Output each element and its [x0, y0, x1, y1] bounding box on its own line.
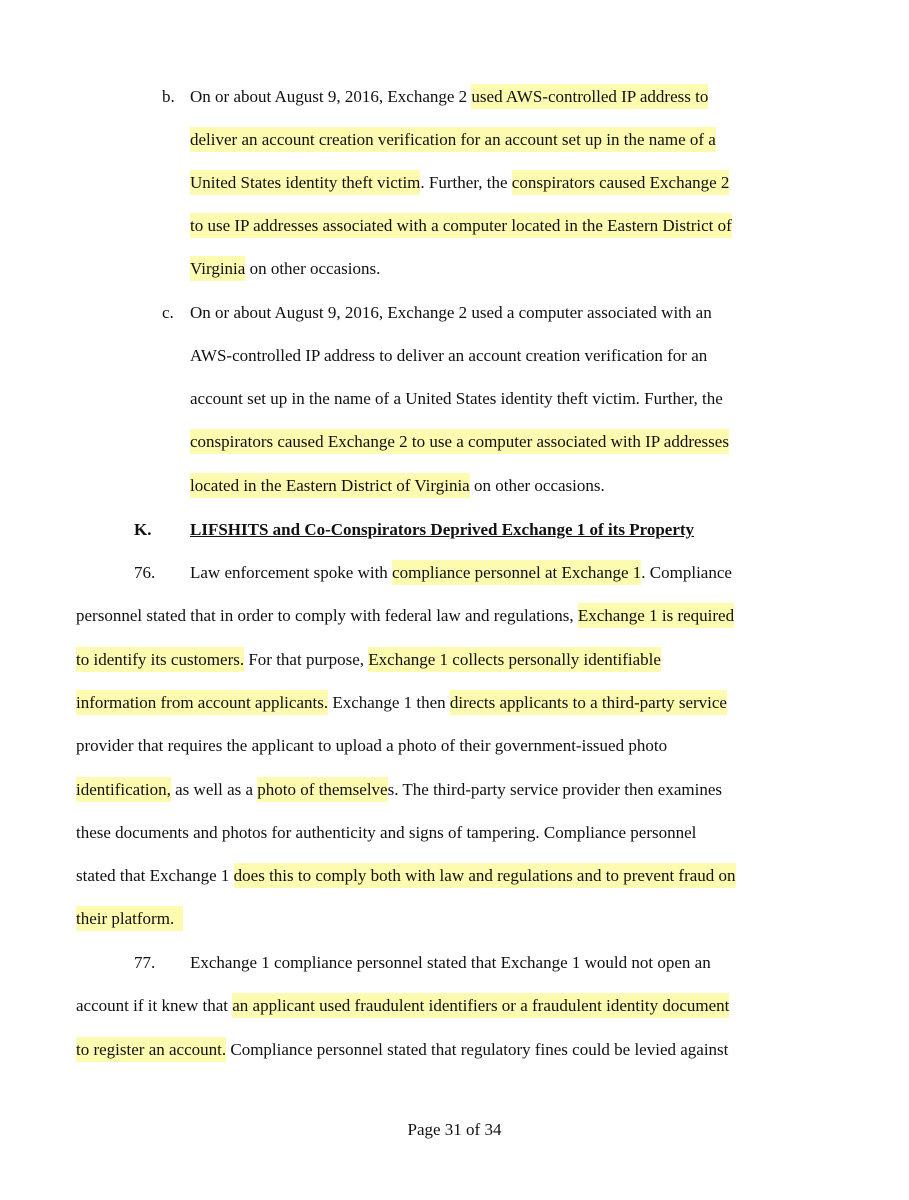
para-76-line-4	[76, 691, 727, 715]
highlight: to register an account.	[76, 1037, 226, 1062]
text-run: Exchange 1 compliance personnel stated that Exchange 1 would not open an	[190, 953, 711, 972]
item-c-line-3	[190, 387, 723, 411]
para-76-line-7	[76, 821, 696, 845]
highlight: Virginia	[190, 256, 245, 281]
highlight: deliver an account creation verification for an account set up in the name of a	[190, 127, 716, 152]
text-run: account set up in the name of a United States identity theft victim. Further, the	[190, 389, 723, 408]
item-b-line-3	[190, 171, 729, 195]
text-run: as well as a	[170, 780, 258, 799]
item-b-line-4	[190, 214, 732, 238]
highlight: their platform.	[76, 906, 183, 931]
highlight: an applicant used fraudulent identifiers or a fraudulent identity document	[232, 993, 729, 1018]
text-run: provider that requires the applicant to upload a photo of their government-issued photo	[76, 736, 668, 755]
text-run: stated that Exchange 1	[76, 866, 234, 885]
text-run: Law enforcement spoke with	[190, 563, 393, 582]
text-run: on other occasions.	[245, 259, 381, 278]
item-b-label: b.	[162, 87, 175, 106]
highlight: directs applicants to a third-party service	[450, 690, 727, 715]
para-77-line-1	[190, 951, 711, 975]
para-76-line-6	[76, 778, 722, 802]
para-77-number: 77.	[134, 953, 156, 972]
item-b-line-1	[190, 85, 708, 109]
item-b-line-5	[190, 257, 380, 281]
para-76-line-1	[190, 561, 732, 585]
section-title: LIFSHITS and Co-Conspirators Deprived Exchange 1 of its Property	[190, 520, 695, 539]
section-letter: K.	[134, 520, 152, 539]
para-76-line-5	[76, 734, 667, 758]
item-c-line-2	[190, 344, 707, 368]
highlight: information from account applicants.	[76, 690, 328, 715]
highlight: identification,	[76, 777, 171, 802]
highlight: United States identity theft victim	[190, 170, 420, 195]
text-run: On or about August 9, 2016, Exchange 2 used a computer associated with an	[190, 303, 712, 322]
highlight: photo of themselve	[257, 777, 387, 802]
item-c-line-1	[190, 301, 712, 325]
text-run: s. The third-party service provider then examines	[387, 780, 722, 799]
highlight: conspirators caused Exchange 2 to use a computer associated with IP addresses	[190, 429, 729, 454]
text-run: . Further, the	[420, 173, 512, 192]
para-77-line-3	[76, 1038, 728, 1062]
text-run: For that purpose,	[244, 650, 369, 669]
item-c-line-4	[190, 430, 729, 454]
highlight: compliance personnel at Exchange 1	[392, 560, 641, 585]
highlight: to use IP addresses associated with a computer located in the Eastern District of	[190, 213, 732, 238]
highlight: located in the Eastern District of Virginia	[190, 473, 470, 498]
section-heading	[134, 518, 151, 542]
section-title-wrap	[190, 518, 694, 542]
highlight: Exchange 1 is required	[578, 603, 734, 628]
highlight: to identify its customers.	[76, 647, 244, 672]
para-76-line-8	[76, 864, 736, 888]
text-run: Compliance personnel stated that regulatory fines could be levied against	[226, 1040, 729, 1059]
text-run: personnel stated that in order to comply with federal law and regulations,	[76, 606, 578, 625]
page-number: Page 31 of 34	[407, 1120, 502, 1139]
text-run: these documents and photos for authenticity and signs of tampering. Compliance personnel	[76, 823, 697, 842]
highlight: used AWS-controlled IP address to	[471, 84, 708, 109]
para-76-line-2	[76, 604, 734, 628]
para-76-number: 76.	[134, 563, 156, 582]
item-c-label: c.	[162, 303, 174, 322]
text-run: . Compliance	[641, 563, 732, 582]
item-c-line-5	[190, 474, 605, 498]
text-run: account if it knew that	[76, 996, 233, 1015]
text-run: Exchange 1 then	[328, 693, 450, 712]
text-run: AWS-controlled IP address to deliver an account creation verification for an	[190, 346, 708, 365]
text-run: on other occasions.	[469, 476, 605, 495]
para-76-line-9	[76, 907, 183, 931]
highlight: conspirators caused Exchange 2	[512, 170, 730, 195]
text-run: On or about August 9, 2016, Exchange 2	[190, 87, 472, 106]
item-b-line-2	[190, 128, 716, 152]
highlight: does this to comply both with law and regulations and to prevent fraud on	[234, 863, 736, 888]
para-76-line-3	[76, 648, 661, 672]
highlight: Exchange 1 collects personally identifiable	[368, 647, 661, 672]
para-77-line-2	[76, 994, 729, 1018]
